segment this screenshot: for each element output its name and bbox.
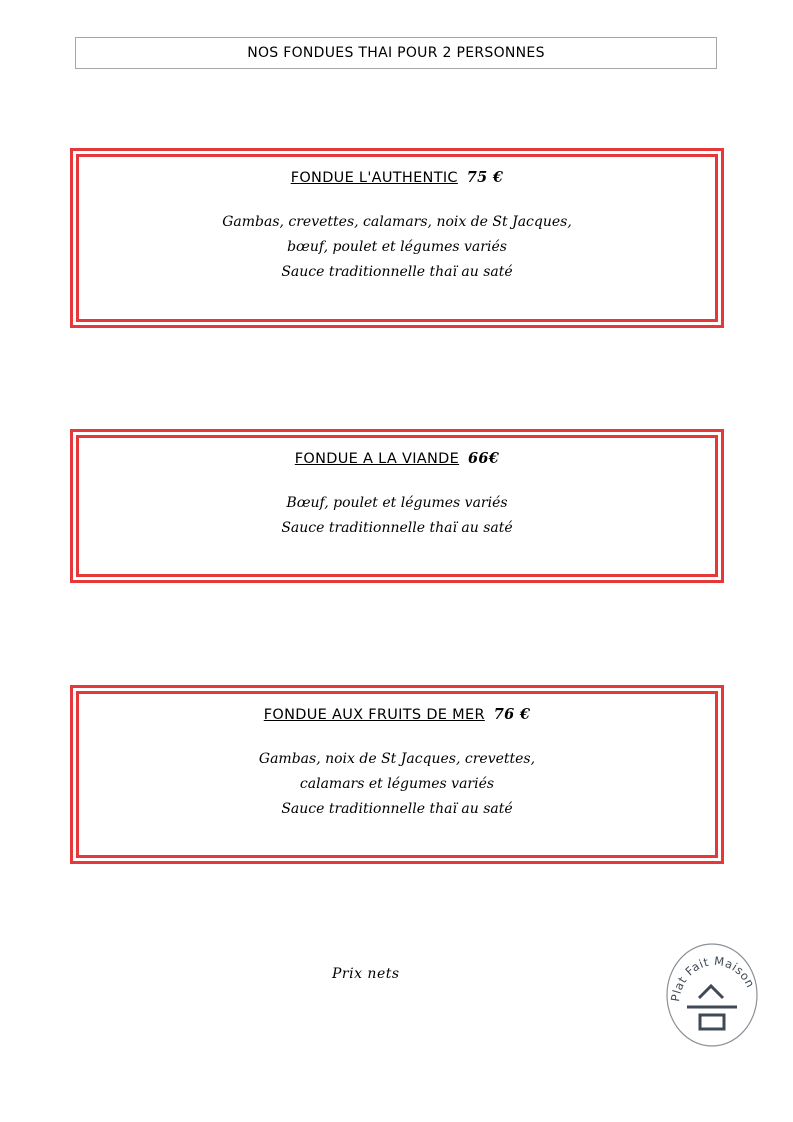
- page-title: [75, 37, 717, 69]
- dish-heading: [79, 449, 715, 469]
- price-note: Prix nets: [332, 966, 400, 982]
- dish-price: 76 €: [493, 706, 531, 723]
- menu-item-fruits-de-mer: [70, 685, 724, 864]
- dish-price: 75 €: [466, 169, 504, 186]
- menu-item-frame: [76, 435, 718, 577]
- menu-item-frame: [76, 691, 718, 858]
- house-pot-icon: [665, 942, 759, 1048]
- dish-heading: [79, 705, 715, 725]
- dish-description-line: calamars et légumes variés: [299, 776, 495, 792]
- logo-text: Plat Fait Maison: [668, 953, 758, 1003]
- dish-price: 66€: [468, 450, 500, 467]
- dish-name: FONDUE AUX FRUITS DE MER: [263, 707, 485, 723]
- dish-heading: [79, 168, 715, 188]
- dish-description-line: Bœuf, poulet et légumes variés: [286, 495, 508, 511]
- dish-description-line: Gambas, crevettes, calamars, noix de St Jacques,: [222, 214, 572, 230]
- fait-maison-logo: [665, 942, 759, 1048]
- page-title-text: NOS FONDUES THAI POUR 2 PERSONNES: [247, 45, 545, 61]
- dish-description-line: bœuf, poulet et légumes variés: [287, 239, 507, 255]
- dish-sauce-line: Sauce traditionnelle thaï au saté: [281, 520, 513, 536]
- dish-description-line: Gambas, noix de St Jacques, crevettes,: [258, 751, 536, 767]
- menu-item-authentic: [70, 148, 724, 328]
- menu-item-frame: [76, 154, 718, 322]
- dish-sauce-line: Sauce traditionnelle thaï au saté: [281, 264, 513, 280]
- menu-item-viande: [70, 429, 724, 583]
- dish-sauce-line: Sauce traditionnelle thaï au saté: [281, 801, 513, 817]
- dish-name: FONDUE L'AUTHENTIC: [290, 170, 458, 186]
- dish-name: FONDUE A LA VIANDE: [294, 451, 460, 467]
